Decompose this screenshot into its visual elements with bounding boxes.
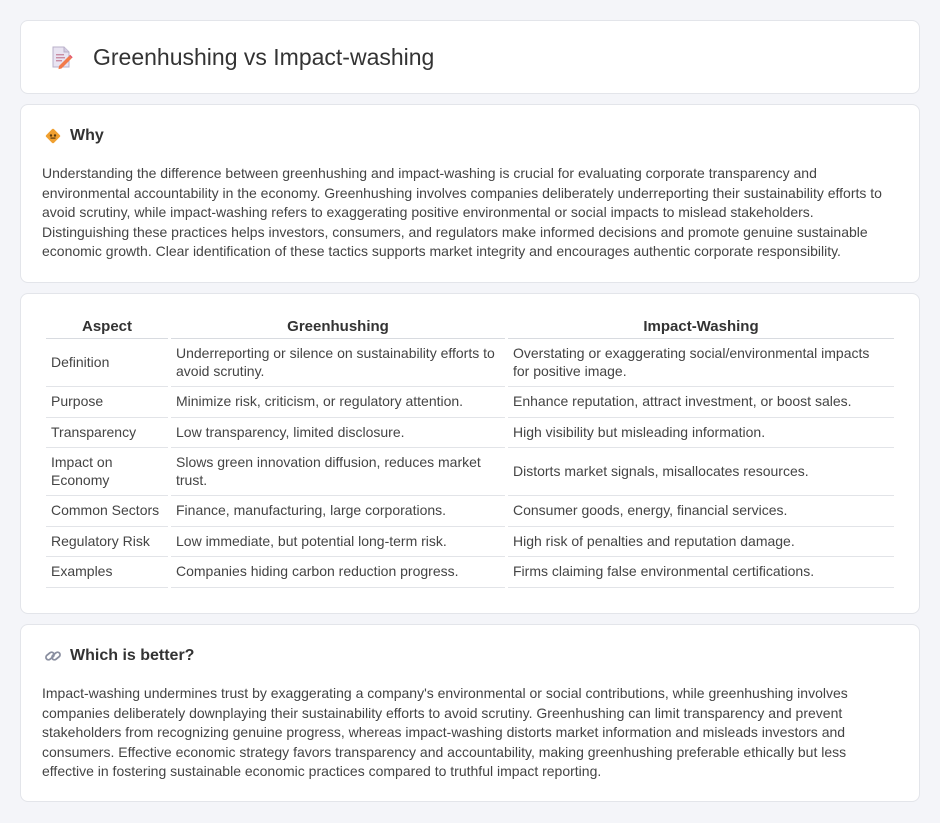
row-greenhushing: Slows green innovation diffusion, reduces market trust. <box>171 448 505 496</box>
page-title: Greenhushing vs Impact-washing <box>93 43 435 70</box>
table-row <box>46 387 894 418</box>
row-greenhushing: Low transparency, limited disclosure. <box>171 418 505 449</box>
table-row <box>46 448 894 496</box>
document-pencil-icon <box>47 43 75 71</box>
row-impact-washing: Distorts market signals, misallocates resources. <box>508 448 894 496</box>
row-impact-washing: Overstating or exaggerating social/environmental impacts for positive image. <box>508 339 894 387</box>
row-impact-washing: Firms claiming false environmental certifications. <box>508 557 894 588</box>
row-greenhushing: Low immediate, but potential long-term risk. <box>171 527 505 558</box>
header-card <box>20 20 920 94</box>
row-greenhushing: Underreporting or silence on sustainability efforts to avoid scrutiny. <box>171 339 505 387</box>
why-section <box>20 104 920 283</box>
comparison-section <box>20 293 920 614</box>
row-greenhushing: Minimize risk, criticism, or regulatory attention. <box>171 387 505 418</box>
row-impact-washing: Enhance reputation, attract investment, or boost sales. <box>508 387 894 418</box>
header-aspect: Aspect <box>46 315 168 339</box>
row-greenhushing: Companies hiding carbon reduction progress. <box>171 557 505 588</box>
table-row <box>46 339 894 387</box>
row-aspect: Regulatory Risk <box>46 527 168 558</box>
why-heading <box>42 127 898 145</box>
header-impact-washing: Impact-Washing <box>508 315 894 339</box>
row-greenhushing: Finance, manufacturing, large corporations. <box>171 496 505 527</box>
better-heading <box>42 647 898 665</box>
row-aspect: Definition <box>46 339 168 387</box>
diamond-warning-icon <box>44 127 62 145</box>
row-impact-washing: High risk of penalties and reputation damage. <box>508 527 894 558</box>
link-icon <box>44 647 62 665</box>
row-aspect: Purpose <box>46 387 168 418</box>
row-impact-washing: Consumer goods, energy, financial services. <box>508 496 894 527</box>
row-aspect: Examples <box>46 557 168 588</box>
better-title: Which is better? <box>70 647 195 664</box>
table-row <box>46 557 894 588</box>
row-aspect: Common Sectors <box>46 496 168 527</box>
why-title: Why <box>70 127 104 144</box>
table-row <box>46 418 894 449</box>
header-greenhushing: Greenhushing <box>171 315 505 339</box>
why-text: Understanding the difference between greenhushing and impact-washing is crucial for evaluating corporate transparency and environmental accountability in the economy. Greenhushing involves companies deliberately underreporting their sustainability efforts to avoid scrutiny, while impact-washing refers to exaggerating positive environmental or social impacts to mislead stakeholders. Distinguishing these practices helps investors, consumers, and regulators make informed decisions and promote genuine sustainable economic growth. Clear identification of these tactics supports market integrity and encourages authentic corporate responsibility. <box>42 165 882 260</box>
row-aspect: Impact on Economy <box>46 448 168 496</box>
table-header-row <box>46 315 894 339</box>
which-better-section <box>20 624 920 802</box>
comparison-table <box>43 315 897 588</box>
table-row <box>46 527 894 558</box>
row-aspect: Transparency <box>46 418 168 449</box>
table-row <box>46 496 894 527</box>
better-text: Impact-washing undermines trust by exaggerating a company's environmental or social contributions, while greenhushing involves companies deliberately downplaying their sustainability efforts to avoid scrutiny. Greenhushing can limit transparency and prevent stakeholders from recognizing genuine progress, whereas impact-washing distorts market information and misleads investors and consumers. Effective economic strategy favors transparency and accountability, making greenhushing preferable ethically but less effective in fostering sustainable economic practices compared to truthful impact reporting. <box>42 685 848 780</box>
row-impact-washing: High visibility but misleading information. <box>508 418 894 449</box>
